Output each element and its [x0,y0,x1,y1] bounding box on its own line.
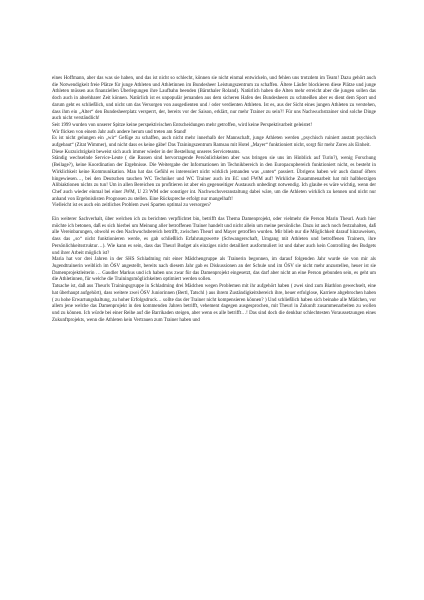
paragraph-3: Wir flicken von einem Jahr aufs andere herum und treten am Stand! [52,129,187,135]
paragraph-10: Tatsache ist, daß aus Theurls Trainingsgruppe in Schladming drei Mädchen wegen Problemen mit ihr aufgehört haben ( zwei sind zum Biathlon gewechselt, eine hat überhaupt aufgehört), dass weitere zwei ÖSV Juniorinnen (Bertl, Tatschl ) aus ihrem Zuständigkeitsbereich ihre, heuer erfolglose, Karriere abgebrochen haben ( zu hohe Erwartungshaltung, zu hoher Erfolgsdruck… sollte das der Trainer nicht kompensieren können? ) Und schließlich haben sich beinahe alle Mädchen, vor allem jene welche das Damenprojekt in den kommenden Jahren betrifft, vehement dagegen ausgesprochen, mit Theurl in Zukunft zusammenarbeiten zu wollen und zu können. Ich würde bei einer Reihe auf die Barrikaden steigen, aber wenn es alle betrifft…! Das sind doch die denkbar schlechtesten Voraussetzungen eines Zukunftprojekts, wenn die Athleten kein Vertrauen zum Trainer haben und [52,284,376,323]
paragraph-9: Maria hat vor drei Jahren in der SHS Schladming mit einer Mädchengruppe als Trainerin begonnen, im darauf folgenden Jahr wurde sie von mir als Jugendtrainerin weiblich im ÖSV angestellt, bereits nach diesem Jahr gab es Diskussionen an der Schule und im ÖSV sie nicht mehr anzustellen, heuer ist sie Damenprojektleiterin … Gaudler Markus und ich haben uns zwar für das Damenprojekt eingesetzt, das darf aber nicht an eine Person gebunden sein, es geht um die Athletinnen, für welche die Trainingsmöglichkeiten optimiert werden sollen. [52,257,376,283]
paragraph-6: Ständig wechselnde Service-Leute ( die Russen sind hervorragende Persönlichkeiten aber was bringen sie uns im Hinblick auf Turin?), wenig Forschung (Beilage?), keine Koordination der Ergebnisse. Die Weitergabe der Informationen im Technikbereich in den Europacupbereich funktioniert nicht, es besteht in Wirklichkeit keine Kommunikation. Man hat das Gefühl es interessiert nicht wirklich jemanden was „unten“ passiert. Übrigens haben wir auch darauf öfters hingewiesen…, bei den Deutschen tauchen WC Techniker und WC Trainer auch im EC und FWM auf! Wirkliche Zusammenarbeit hat mit halbherzigen Alibiaktionen nichts zu tun! Um in allen Bereichen zu profitieren ist aber ein gegenseitiger Austausch unbedingt notwendig. Ich glaube es wäre wichtig, wenn der Chef auch wieder einmal bei einer JWM, U 23 WM oder sonstiger int. Nachwuchsveranstaltung dabei wäre, um die Athleten wirklich zu kennen und nicht nur anhand von Ergebnislisten Prognosen zu stellen. Eine Rückspreche erfolgt nur mangelhaft! [52,156,376,202]
paragraph-2: Seit 1999 wurden von unserer Spitze keine perspektivischen Entscheidungen mehr getroffen, wird keine Perspektivarbeit geleistet! [52,122,313,128]
paragraph-1: eines Hoffmann, aber das was sie haben, und das ist nicht so schlecht, können sie nicht einmal entwickeln, und fehlen uns trotzdem im Team! Dazu gehört auch die Notwendigkeit freie Plätze für junge Athleten und Athletinnen im Bundesheer Leistungszentrum zu schaffen. Ältere Läufer blockieren diese Plätze und junge Athleten müssen aus finanziellen Überlegungen ihre Laufbahn beenden (Bärnthaler Roland). Natürlich haben die Alten mehr erreicht aber die jungen sollen das doch auch in absehbarer Zeit können. Natürlich ist es unpopulär jemanden aus dem sicheren Hafen des Bundesheers zu schmeißen aber es dient dem Sport und darum geht es schließlich, und nicht um das Versorgen von ausgedienten und / oder verdienten Athleten. Ist es, aus der Sicht eines jungen Athleten zu verstehen, dass ihm ein „Alter“ den Bundesheerplatz versperrt, der, bereits vor der Saison, erklärt, nur mehr Trainer zu sein?! Für uns Nachwuchstrainer sind solche Dinge auch nicht verständlich! [52,76,376,122]
paragraph-7: Vielleicht ist es auch ein zeitliches Problem zwei Sparten optimal zu versorgen? [52,203,211,209]
paragraph-4: Es ist nicht gelungen ein „wir“ Gefüge zu schaffen, auch nicht mehr innerhalb der Mannschaft, junge Athleten werden „psychisch ruiniert anstatt psychisch aufgebaut“ (Zitat Wimmer), und nicht dass es keine gäbe! Das Trainingszentrum Ramsau mit Hotel „Mayer“ funktioniert nicht, sorgt für mehr Zores als Einheit. [52,136,376,149]
paragraph-8: Ein weiterer Sachverhalt, über welchen ich zu berichten verpflichtet bin, betrifft das Thema Damenprojekt, oder vielmehr die Person Marin Theurl. Auch hier möchte ich betonen, daß es sich hierbei um Meinung aller betroffenen Trainer handelt und nicht allein um meine persönliche. Dazu ist auch noch festzuhalten, daß alle Vereinbarungen, obwohl es den Nachwuchsbereich betrifft, zwischen Theurl und Mayer getroffen wurden. Mir blieb nur die Möglichkeit darauf hinzuweisen, dass das „so“ nicht funktionieren werde, es gab schließlich Erfahrungswerte (Schwangerschaft, Umgang mit Athleten und betroffenen Trainern, ihre Persönlichkeitsstruktur…). Wie kann es sein, dass das Theurl Budget als einziges nicht detailliert ausformuliert ist und daher auch kein Controlling des Budgets und ihrer Arbeit möglich ist? [52,217,376,256]
paragraph-5: Diese Kurzsichtigkeit beweist sich auch immer wieder in der Bestellung unseres Serviceteams. [52,149,241,155]
paragraph-gap [52,210,376,217]
